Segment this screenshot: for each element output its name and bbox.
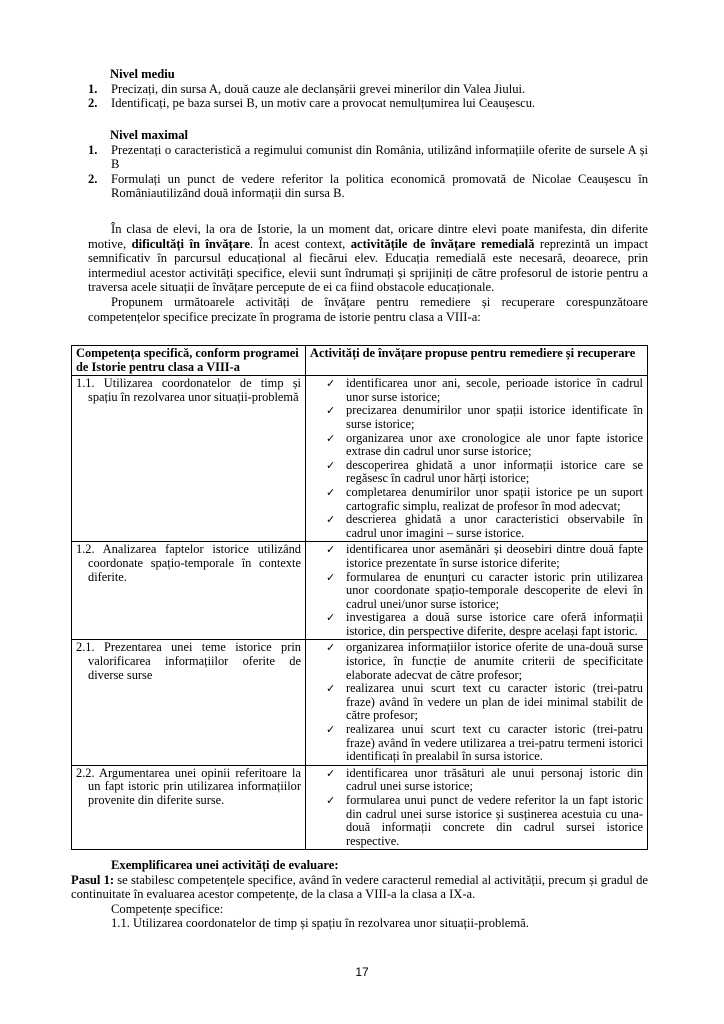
activity-text: formularea de enunțuri cu caracter istoric prin utilizarea unor coordonate spațio-temporale descoperite de elevi în cadrul unei/unor surse istorice; [346,569,643,611]
activity-text: formularea unui punct de vedere referitor la un fapt istoric din cadrul unei surse istorice și susținerea acestuia cu una-două informații concrete din cadrul sursei istorice respective. [346,793,643,848]
list-item [310,611,643,638]
step-text: se stabilesc competențele specifice, având în vedere caracterul remedial al activității, precum și gradul de continuitate în evaluarea acestor competențe, de la clasa a VIII-a la clasa a IX-a. [71,872,648,902]
item-number: 1. [88,81,98,96]
activities-cell [306,376,648,542]
activities-cell [306,542,648,640]
activity-text: identificarea unor ani, secole, perioade istorice în cadrul unor surse istorice; [346,376,643,404]
activities-list [310,377,643,540]
competence-text: 2.1. Prezentarea unei teme istorice prin valorificarea informațiilor oferite de diverse surse [76,640,301,682]
competence-cell [72,542,306,640]
header-activities: Activități de învățare propuse pentru remediere și recuperare [306,346,648,376]
activity-text: realizarea unui scurt text cu caracter istoric (trei-patru fraze) având în vedere utilizarea a trei-patru termeni istorici identificați în prealabil în sursa istorice. [346,722,643,764]
checkmark-icon: ✓ [326,723,336,737]
list-item [88,172,648,201]
list-item [310,513,643,540]
step-1-paragraph [71,873,648,902]
intro-emphasis-1: dificultăți în învățare [131,236,250,251]
intro-paragraph-1 [88,222,648,295]
list-item [88,143,648,172]
activity-text: identificarea unor asemănări și deosebiri dintre două fapte istorice prezentate în surse istorice diferite; [346,542,643,570]
checkmark-icon: ✓ [326,766,336,780]
activities-list [310,767,643,849]
example-section [71,858,648,931]
activity-text: completarea denumirilor unor spații istorice pe un suport cartografic simplu, realizat de profesor în mod adecvat; [346,484,643,513]
checkmark-icon: ✓ [326,377,336,391]
activities-list [310,641,643,763]
list-item [310,682,643,723]
item-number: 2. [88,171,98,186]
checkmark-icon: ✓ [326,682,336,696]
list-item [310,767,643,794]
example-heading: Exemplificarea unei activități de evaluare: [111,858,339,872]
competence-text: 2.2. Argumentarea unei opinii referitoare la un fapt istoric prin utilizarea informațiilor provenite din diferite surse. [76,765,301,807]
activities-cell [306,640,648,765]
intro-emphasis-2: activitățile de învățare remedială [350,236,535,251]
list-item [310,459,643,486]
item-text: Prezentați o caracteristică a regimului comunist din România, utilizând informațiile oferite de sursele A și B [111,142,648,172]
intro-paragraph-2: Propunem următoarele activități de învățare pentru remediere și recuperare corespunzătoare competențelor specifice precizate în programa de istorie pentru clasa a VIII-a: [88,294,648,324]
nivel-mediu-heading: Nivel mediu [110,67,175,81]
checkmark-icon: ✓ [326,794,336,807]
list-item [310,723,643,764]
table-row [72,765,648,850]
list-item [88,96,648,111]
checkmark-icon: ✓ [326,431,336,445]
activity-text: realizarea unui scurt text cu caracter istoric (trei-patru fraze) având în vedere un plan de idei minimal stabilit de către profesor; [346,681,643,723]
competences-label: Competențe specifice: [111,901,224,916]
checkmark-icon: ✓ [326,543,336,557]
checkmark-icon: ✓ [326,404,336,418]
table-body [72,376,648,850]
item-text: Formulați un punct de vedere referitor la politica economică promovată de Nicolae Ceaușescu în Româniautilizând două informații din sursa B. [111,171,648,201]
nivel-maximal-section [88,128,648,201]
table-row [72,542,648,640]
checkmark-icon: ✓ [326,641,336,655]
activity-text: investigarea a două surse istorice care oferă informații istorice, din perspective diferite, despre același fapt istoric. [346,610,643,638]
page-number: 17 [355,965,369,979]
list-item [310,543,643,570]
competence-item: 1.1. Utilizarea coordonatelor de timp și spațiu în rezolvarea unor situații-problemă. [111,916,529,931]
list-item [310,404,643,431]
table-row [72,640,648,765]
checkmark-icon: ✓ [326,513,336,527]
list-item [310,641,643,682]
activities-list [310,543,643,638]
competence-cell [72,640,306,765]
checkmark-icon: ✓ [326,485,336,499]
checkmark-icon: ✓ [326,458,336,472]
competence-text: 1.2. Analizarea faptelor istorice utilizând coordonate spațio-temporale în contexte diferite. [76,542,301,584]
activity-text: descrierea ghidată a unor caracteristici observabile în cadrul unor imagini – surse istorice. [346,512,643,540]
checkmark-icon: ✓ [326,570,336,584]
list-item [88,82,648,97]
item-number: 1. [88,142,98,157]
intro-section [88,222,648,324]
activity-text: descoperirea ghidată a unor informații istorice care se regăsesc în cadrul unor hărți istorice; [346,457,643,486]
intro-text: În clasa de elevi, la ora de Istorie, la un moment dat, oricare dintre elevi poate manifesta, din diferite motive, [88,222,648,251]
step-label: Pasul 1: [71,872,115,887]
nivel-mediu-section [88,67,648,111]
activity-text: precizarea denumirilor unor spații istorice identificate în surse istorice; [346,403,643,431]
item-number: 2. [88,96,98,111]
activity-text: identificarea unor trăsături ale unui personaj istoric din cadrul unei surse istorice; [346,765,643,794]
activity-text: organizarea unor axe cronologice ale unor fapte istorice extrase din cadrul unor surse istorice; [346,430,643,459]
item-text: Precizați, din sursa A, două cauze ale declanșării grevei minerilor din Valea Jiului. [111,81,526,96]
activity-text: organizarea informațiilor istorice oferite de una-două surse istorice, în funcție de anumite criterii de specificitate elaborate adecvat de către profesor; [346,640,643,682]
competence-text: 1.1. Utilizarea coordonatelor de timp și spațiu în rezolvarea unor situații-problemă [76,376,301,404]
competence-table [71,345,648,850]
nivel-maximal-heading: Nivel maximal [110,128,188,142]
header-competence: Competența specifică, conform programei de Istorie pentru clasa a VIII-a [72,346,306,376]
item-text: Identificați, pe baza sursei B, un motiv care a provocat nemulțumirea lui Ceaușescu. [111,96,536,111]
nivel-mediu-list [88,82,648,111]
table-row [72,376,648,542]
list-item [310,794,643,848]
nivel-maximal-list [88,143,648,201]
list-item [310,377,643,404]
competence-cell [72,765,306,850]
intro-text: reprezintă un impact semnificativ în parcursul educațional al fiecărui elev. Educația remedială este necesară, deoarece, prin intermediul acestor activități specifice, elevii sunt îndrumați și sprijiniți de către profesorul de istorie pentru a traversa acele situații de învățare percepute de ei ca fiind obstacole educaționale. [88,236,649,295]
list-item [310,432,643,459]
intro-text: . În acest context, [249,236,351,251]
table-header-row [72,346,648,376]
list-item [310,486,643,513]
activities-cell [306,765,648,850]
list-item [310,571,643,612]
checkmark-icon: ✓ [326,611,336,625]
competence-cell [72,376,306,542]
